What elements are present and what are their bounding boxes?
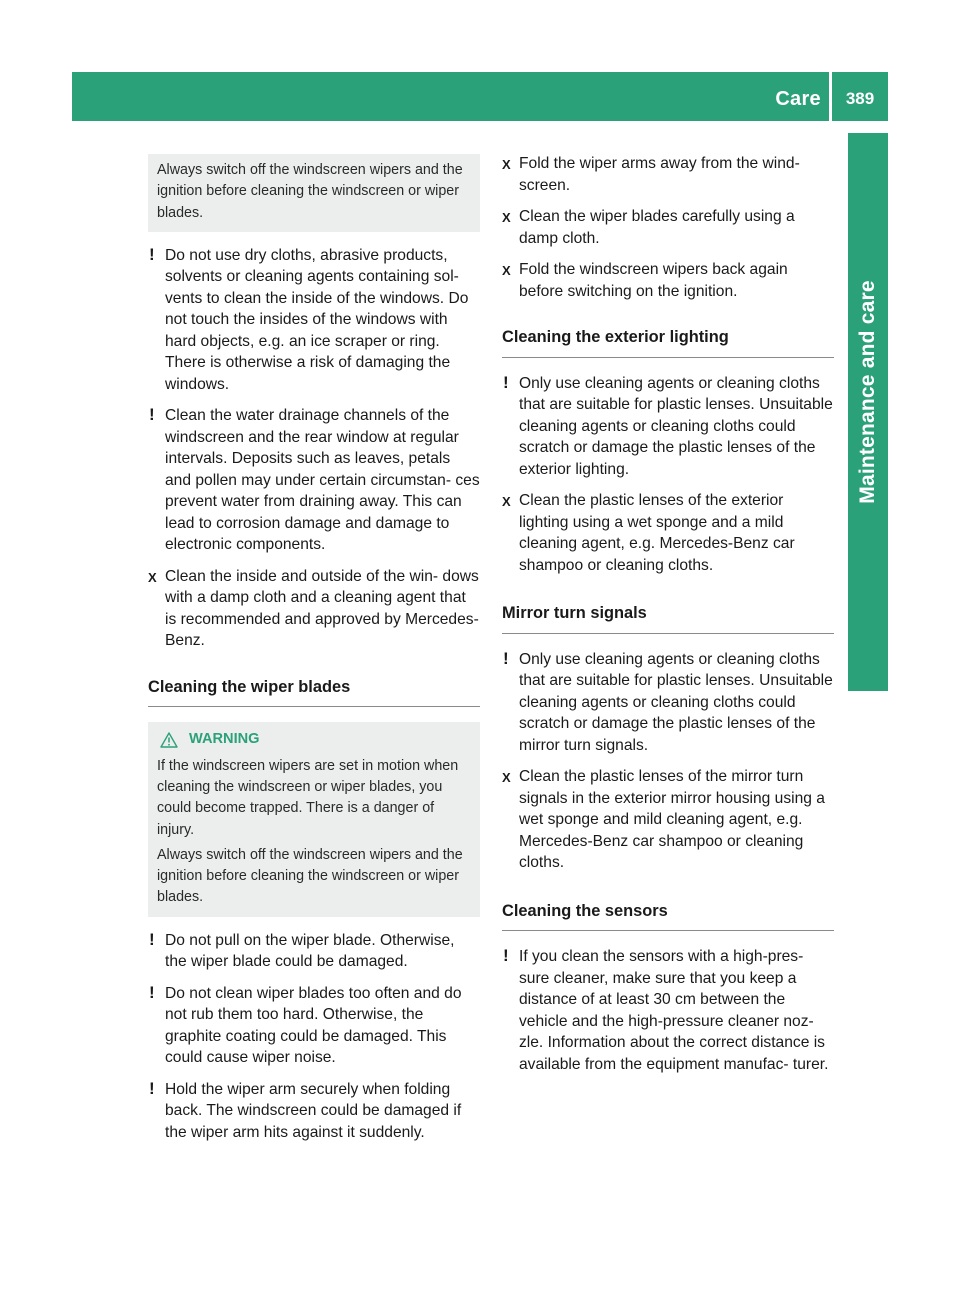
chapter-title: Care <box>775 88 821 110</box>
header-bar <box>72 72 888 121</box>
caution-icon: ! <box>149 405 155 425</box>
side-tab-label: Maintenance and care <box>856 280 879 504</box>
list-item-text: Fold the windscreen wipers back again before switching on the ignition. <box>519 261 788 300</box>
caution-icon: ! <box>503 648 509 668</box>
section-heading-mirror: Mirror turn signals <box>502 603 834 634</box>
list-item <box>148 930 480 973</box>
step-arrow-icon: X <box>502 157 511 172</box>
step-arrow-icon: X <box>148 569 157 585</box>
list-item <box>148 1079 480 1144</box>
side-tab <box>848 133 888 651</box>
list-item <box>502 490 834 576</box>
warning-box <box>148 722 480 916</box>
caution-icon: ! <box>149 929 155 949</box>
caution-icon: ! <box>149 1078 155 1098</box>
list-item <box>502 206 834 249</box>
list-item <box>148 245 480 396</box>
list-item <box>148 405 480 556</box>
intro-note <box>148 154 480 232</box>
list-item <box>502 259 834 302</box>
section-heading-wiper: Cleaning the wiper blades <box>148 677 480 708</box>
section-heading-sensors: Cleaning the sensors <box>502 901 834 932</box>
caution-icon: ! <box>503 946 509 965</box>
warning-triangle-icon <box>160 732 178 748</box>
list-item-text: Clean the plastic lenses of the exterior lighting using a wet sponge and a mild cleaning agent, e.g. Mercedes-Benz car shampoo or cleaning cloths. <box>519 492 795 574</box>
caution-icon: ! <box>503 372 509 392</box>
list-item-text: If you clean the sensors with a high-pres- sure cleaner, make sure that you keep a distance of at least 30 cm between the vehicle and the high-pressure cleaner noz- zle. Information about the correct distance is available from the equipment manufac- turer. <box>519 948 829 1073</box>
intro-note-text: Always switch off the windscreen wipers and the ignition before cleaning the windscreen or wiper blades. <box>157 162 463 221</box>
list-item-text: Do not clean wiper blades too often and do not rub them too hard. Otherwise, the graphite coating could be damaged. This could cause wiper noise. <box>165 984 462 1067</box>
list-item-text: Clean the plastic lenses of the mirror turn signals in the exterior mirror housing using a wet sponge and mild cleaning agent, e.g. Mercedes-Benz car shampoo or cleaning cloths. <box>519 768 825 871</box>
list-item <box>502 649 834 757</box>
list-item <box>502 153 834 196</box>
right-column <box>502 153 834 1085</box>
warning-text: Always switch off the windscreen wipers and the ignition before cleaning the windscreen or wiper blades. <box>157 846 463 906</box>
step-arrow-icon: X <box>502 263 511 278</box>
list-item-text: Clean the wiper blades carefully using a damp cloth. <box>519 208 795 247</box>
list-item-text: Clean the inside and outside of the win- dows with a damp cloth and a cleaning agent that is recommended and approved by Mercedes-Benz. <box>165 567 479 650</box>
list-item <box>502 373 834 481</box>
list-item-text: Do not pull on the wiper blade. Otherwise, the wiper blade could be damaged. <box>165 931 455 971</box>
side-tab-marker <box>848 651 888 691</box>
caution-icon: ! <box>149 244 155 264</box>
step-arrow-icon: X <box>502 770 511 785</box>
list-item <box>502 946 834 1075</box>
warning-text: If the windscreen wipers are set in motion when cleaning the windscreen or wiper blades, you could become trapped. There is a danger of injury. <box>157 757 459 838</box>
warning-title: WARNING <box>189 731 260 748</box>
list-item-text: Only use cleaning agents or cleaning cloths that are suitable for plastic lenses. Unsuitable cleaning agents or cleaning cloths could scratch or damage the plastic lenses of the exterior lighting. <box>519 374 833 478</box>
step-arrow-icon: X <box>502 494 511 509</box>
list-item <box>502 766 834 874</box>
list-item <box>148 983 480 1069</box>
section-heading-lighting: Cleaning the exterior lighting <box>502 327 834 358</box>
step-arrow-icon: X <box>502 210 511 225</box>
list-item-text: Only use cleaning agents or cleaning cloths that are suitable for plastic lenses. Unsuitable cleaning agents or cleaning cloths could scratch or damage the plastic lenses of the mirror turn signals. <box>519 650 833 754</box>
caution-icon: ! <box>149 982 155 1002</box>
list-item <box>148 566 480 652</box>
list-item-text: Do not use dry cloths, abrasive products, solvents or cleaning agents containing sol- vents to clean the inside of the windows. Do not touch the insides of the windows with hard objects, e.g. an ice scraper or ring. There is otherwise a risk of damaging the windows. <box>165 246 469 393</box>
list-item-text: Fold the wiper arms away from the wind- screen. <box>519 155 800 194</box>
page-number: 389 <box>845 89 875 108</box>
list-item-text: Hold the wiper arm securely when folding back. The windscreen could be damaged if the wiper arm hits against it suddenly. <box>165 1080 462 1141</box>
left-column <box>148 155 480 1153</box>
list-item-text: Clean the water drainage channels of the windscreen and the rear window at regular intervals. Deposits such as leaves, petals and pollen may under certain circumstan- ces prevent water from draining away. This can lead to corrosion damage and damage to electronic components. <box>165 407 480 554</box>
